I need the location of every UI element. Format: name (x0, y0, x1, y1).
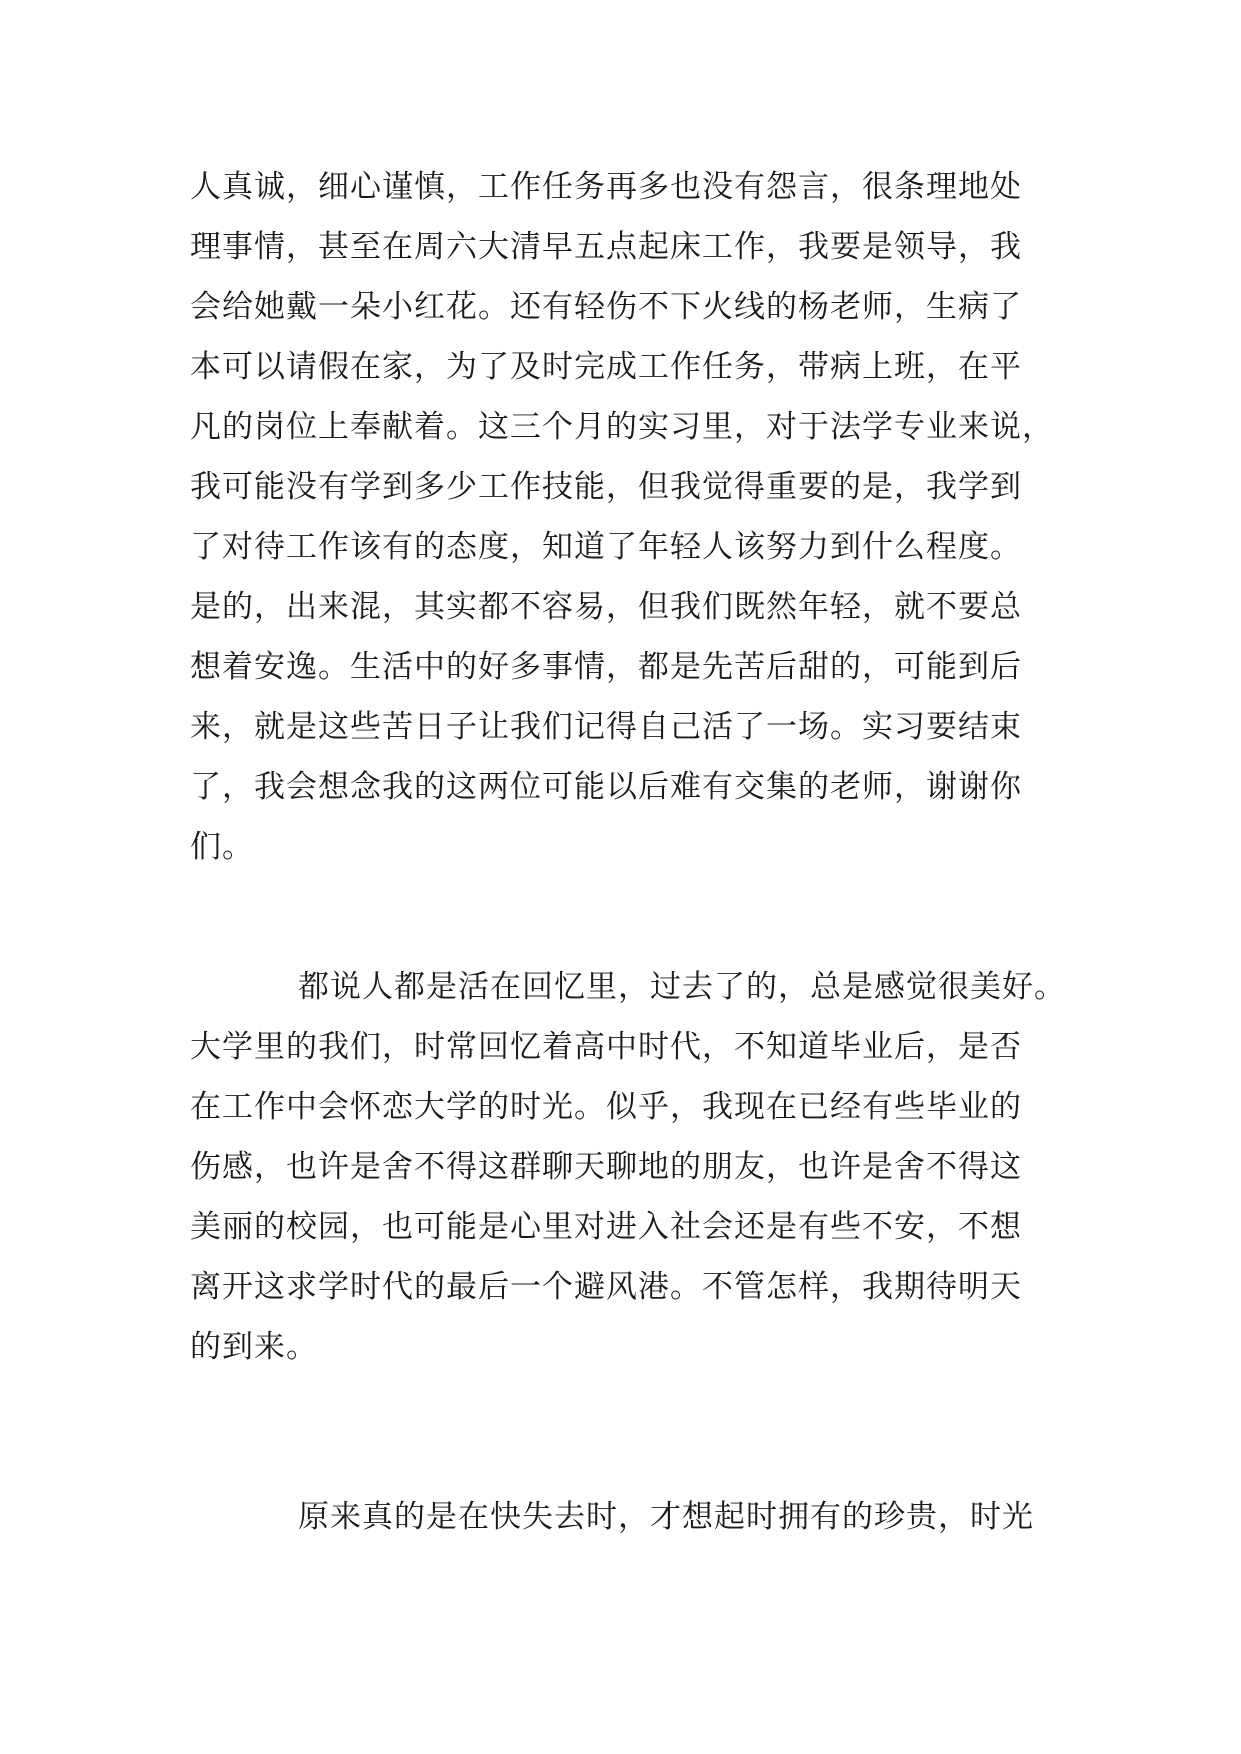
paragraph-first-line: 原来真的是在快失去时，才想起时拥有的珍贵，时光 (298, 1499, 1034, 1535)
paragraph-line: 大学里的我们，时常回忆着高中时代，不知道毕业后，是否 (190, 1029, 1022, 1065)
paragraph-line: 来，就是这些苦日子让我们记得自己活了一场。实习要结束 (190, 709, 1022, 745)
paragraph-line: 离开这求学时代的最后一个避风港。不管怎样，我期待明天 (190, 1269, 1022, 1305)
paragraph-line: 了，我会想念我的这两位可能以后难有交集的老师，谢谢你 (190, 769, 1022, 805)
paragraph-line: 们。 (190, 829, 254, 865)
paragraph-1 (190, 157, 1070, 877)
paragraph-line: 想着安逸。生活中的好多事情，都是先苦后甜的，可能到后 (190, 649, 1022, 685)
paragraph-line: 在工作中会怀恋大学的时光。似乎，我现在已经有些毕业的 (190, 1089, 1022, 1125)
paragraph-line: 理事情，甚至在周六大清早五点起床工作，我要是领导，我 (190, 229, 1022, 265)
paragraph-line: 美丽的校园，也可能是心里对进入社会还是有些不安，不想 (190, 1209, 1022, 1245)
paragraph-line: 是的，出来混，其实都不容易，但我们既然年轻，就不要总 (190, 589, 1022, 625)
paragraph-line: 的到来。 (190, 1329, 318, 1365)
paragraph-line: 我可能没有学到多少工作技能，但我觉得重要的是，我学到 (190, 469, 1022, 505)
paragraph-line: 了对待工作该有的态度，知道了年轻人该努力到什么程度。 (190, 529, 1022, 565)
paragraph-first-line: 都说人都是活在回忆里，过去了的，总是感觉很美好。 (298, 969, 1066, 1005)
paragraph-2 (190, 957, 1070, 1377)
paragraph-line: 伤感，也许是舍不得这群聊天聊地的朋友，也许是舍不得这 (190, 1149, 1022, 1185)
paragraph-line: 本可以请假在家，为了及时完成工作任务，带病上班，在平 (190, 349, 1022, 385)
paragraph-line: 会给她戴一朵小红花。还有轻伤不下火线的杨老师，生病了 (190, 289, 1022, 325)
paragraph-3 (190, 1487, 1070, 1547)
paragraph-line: 凡的岗位上奉献着。这三个月的实习里，对于法学专业来说， (190, 409, 1054, 445)
paragraph-line: 人真诚，细心谨慎，工作任务再多也没有怨言，很条理地处 (190, 169, 1022, 205)
